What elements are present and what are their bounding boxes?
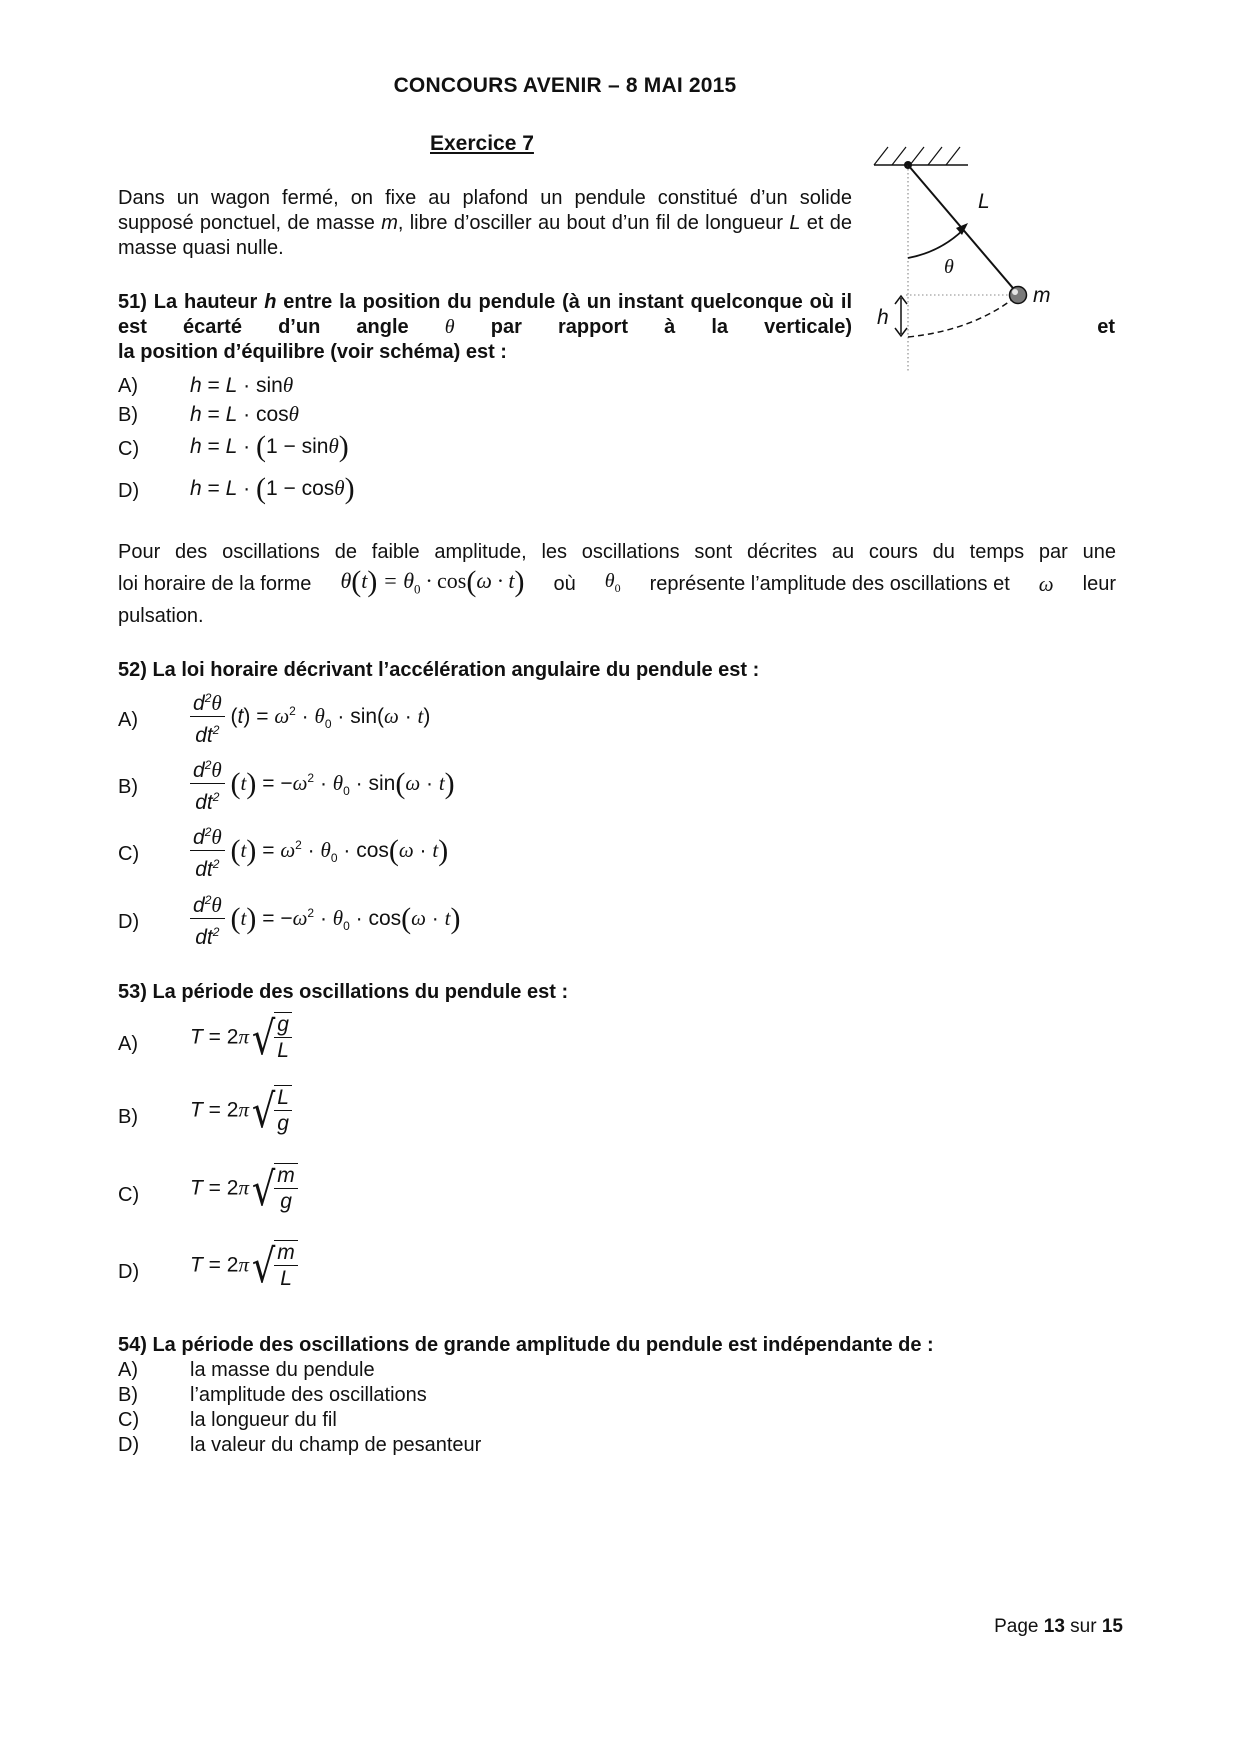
q54-option-c-label: C) <box>118 1409 140 1431</box>
q53-option-a-expr: T = 2π √ $\frac{g}{L}$ <box>190 1012 292 1064</box>
q54-option-b-label: B) <box>118 1384 138 1406</box>
q52-option-a-expr: $\frac{d^2\theta}{dt^2}$ $(t) = \omega^2 \cdot \theta_0 \cdot \sin(\omega \cdot t)$ <box>190 686 430 749</box>
q51-line1: 51) La hauteur h entre la position du pendule (à un instant quelconque où il est écarté d’un angle θ par rapport à la verticale) <box>118 291 853 338</box>
ceiling-hatch <box>874 147 960 165</box>
q53-option-d-label: D) <box>118 1261 140 1283</box>
height-label: h <box>877 306 889 329</box>
q52-option-c-label: C) <box>118 843 140 865</box>
q54-option-b-text: l’amplitude des oscillations <box>190 1384 427 1406</box>
q51-option-c-expr: h = L · (1 − sinθ) <box>190 430 349 463</box>
q51-option-c-label: C) <box>118 438 140 460</box>
mass-bob-highlight <box>1012 289 1018 295</box>
length-symbol: L <box>789 212 801 234</box>
q54-option-d-label: D) <box>118 1434 140 1456</box>
q53-option-c-expr: T = 2π √ $\frac{m}{g}$ <box>190 1163 298 1215</box>
q54-text: 54) La période des oscillations de grande amplitude du pendule est indépendante de : <box>118 1334 934 1356</box>
q51-option-a-expr: h = L · sinθ <box>190 373 294 397</box>
mass-label: m <box>1033 284 1051 307</box>
page-number: Page 13 sur 15 <box>994 1616 1123 1637</box>
q52-option-b-expr: $\frac{d^2\theta}{dt^2}$ $(t) = -\omega^2 \cdot \theta_0 \cdot \sin(\omega \cdot t)$ <box>190 753 455 816</box>
q51-line3: la position d’équilibre (voir schéma) est : <box>118 341 507 363</box>
q54-option-d-text: la valeur du champ de pesanteur <box>190 1434 482 1456</box>
q53-option-b-expr: T = 2π √ $\frac{L}{g}$ <box>190 1085 292 1137</box>
q52-option-a-label: A) <box>118 709 138 731</box>
q52-option-c-expr: $\frac{d^2\theta}{dt^2}$ $(t) = \omega^2 \cdot \theta_0 \cdot \cos(\omega \cdot t)$ <box>190 820 448 883</box>
law-line1: Pour des oscillations de faible amplitude, les oscillations sont décrites au cours du temps par une <box>118 541 1116 563</box>
angle-arc <box>908 230 963 258</box>
q53-option-d-expr: T = 2π √ $\frac{m}{L}$ <box>190 1240 298 1292</box>
q52-option-b-label: B) <box>118 776 138 798</box>
time-law-formula: $\theta(t) = \theta_0 \cdot \cos(\omega \cdot t)$ <box>340 565 525 598</box>
q51-option-d-label: D) <box>118 480 140 502</box>
trajectory-arc <box>908 295 1018 337</box>
height-arrow <box>895 296 907 336</box>
law-line3: pulsation. <box>118 605 204 627</box>
q51-option-b-expr: h = L · cosθ <box>190 402 299 426</box>
exercise-intro: Dans un wagon fermé, on fixe au plafond un pendule constitué d’un solide supposé ponctuel, de masse m, libre d’osciller au bout d’un fil de longueur L et de masse quasi nulle. <box>118 187 852 259</box>
q53-option-b-label: B) <box>118 1106 138 1128</box>
q53-option-c-label: C) <box>118 1184 140 1206</box>
q51-option-a-label: A) <box>118 375 138 397</box>
law-line2: loi horaire de la forme $\theta(t) = \theta_0 \cdot \cos(\omega \cdot t)$ où $\theta_0$ représente l’amplitude des oscillations et ω leur <box>118 568 1116 601</box>
angle-label: θ <box>944 256 954 278</box>
mass-bob <box>1010 287 1027 304</box>
page-header: CONCOURS AVENIR – 8 MAI 2015 <box>393 74 737 97</box>
q53-text: 53) La période des oscillations du pendule est : <box>118 981 569 1003</box>
mass-symbol: m <box>381 212 398 234</box>
q51-option-b-label: B) <box>118 404 138 426</box>
length-label: L <box>978 190 990 213</box>
q52-option-d-label: D) <box>118 911 140 933</box>
q54-option-a-label: A) <box>118 1359 138 1381</box>
exercise-title: Exercice 7 <box>430 132 534 155</box>
q54-option-c-text: la longueur du fil <box>190 1409 337 1431</box>
q52-option-d-expr: $\frac{d^2\theta}{dt^2}$ $(t) = -\omega^2 \cdot \theta_0 \cdot \cos(\omega \cdot t)$ <box>190 888 460 951</box>
q53-option-a-label: A) <box>118 1033 138 1055</box>
q51-option-d-expr: h = L · (1 − cosθ) <box>190 472 355 505</box>
q52-text: 52) La loi horaire décrivant l’accélération angulaire du pendule est : <box>118 659 760 681</box>
q51-et: et <box>1097 316 1115 338</box>
pendulum-diagram <box>860 140 1080 380</box>
q54-option-a-text: la masse du pendule <box>190 1359 375 1381</box>
